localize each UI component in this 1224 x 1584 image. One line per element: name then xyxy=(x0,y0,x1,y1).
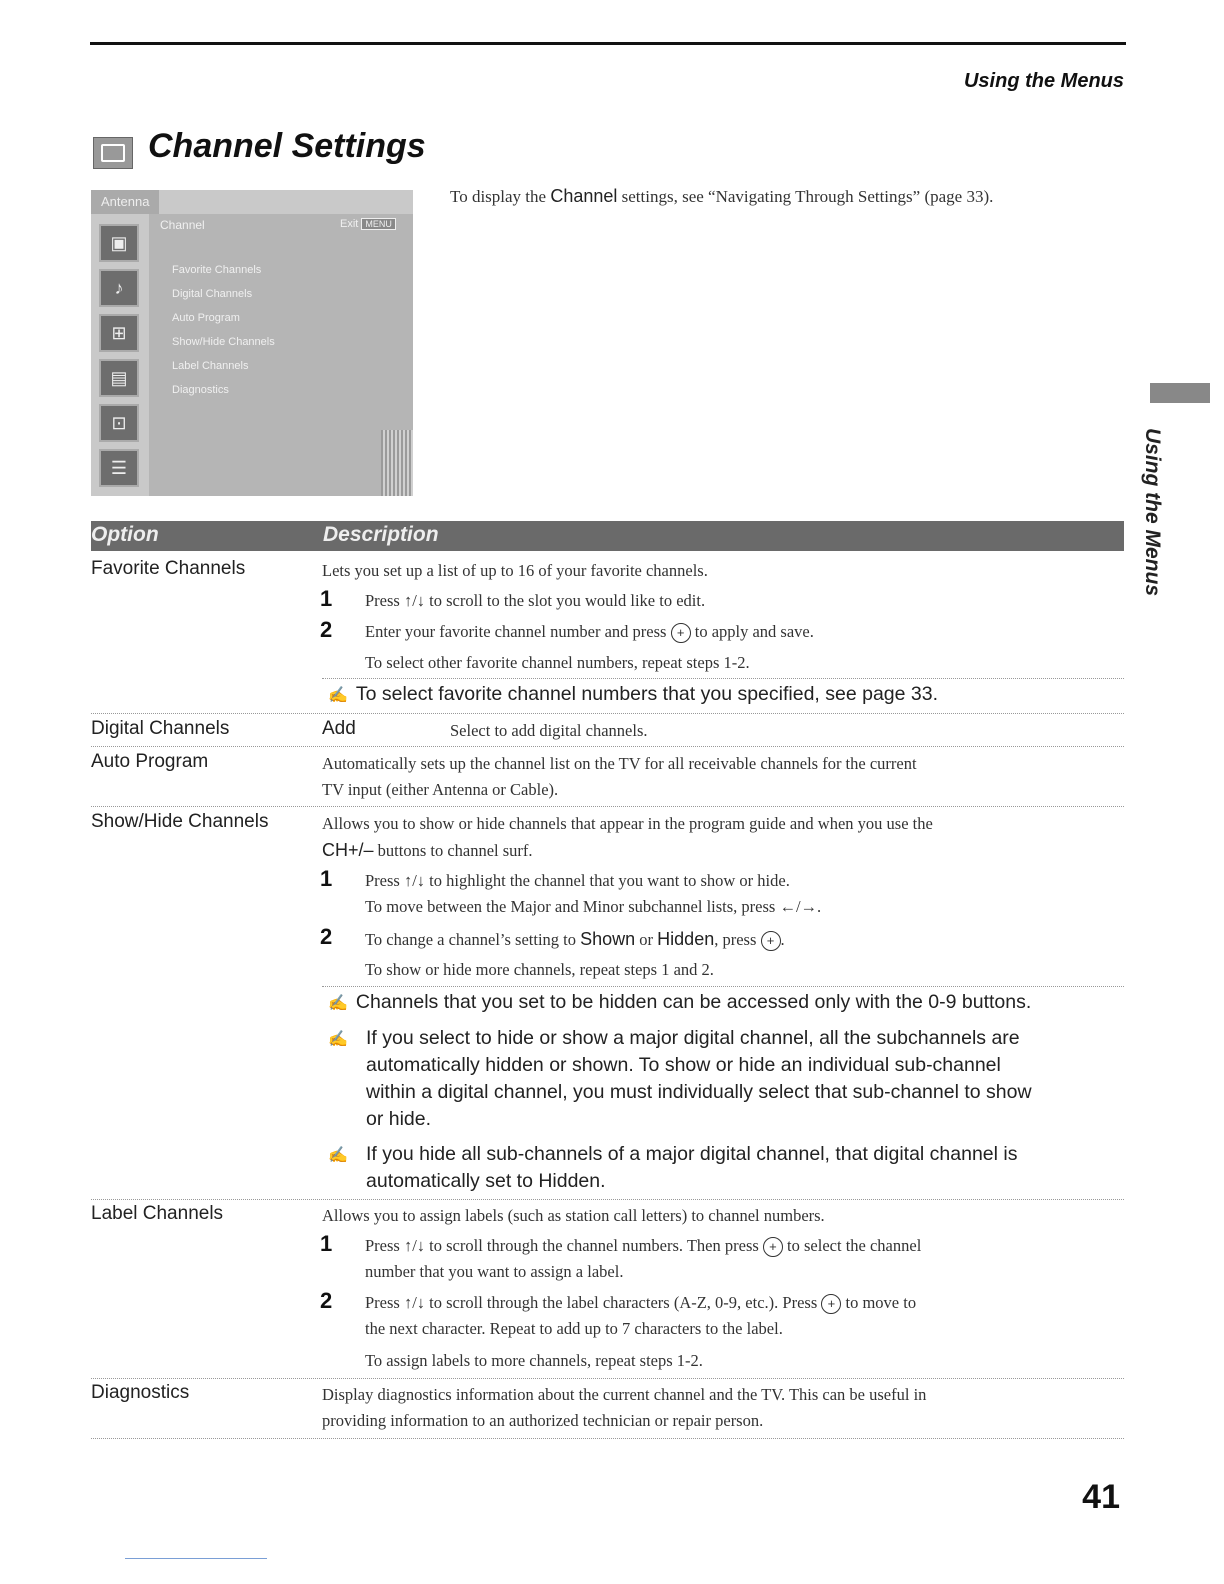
showhide-step1: Press ↑/↓ to highlight the channel that you want to show or hide. xyxy=(365,871,790,890)
showhide-step2: To change a channel’s setting to Shown or Hidden, press + . xyxy=(365,926,1125,953)
setup-icon: ☰ xyxy=(99,449,139,487)
favorite-step2-sub: To select other favorite channel numbers, repeat steps 1-2. xyxy=(365,653,750,672)
screen-icon: ⊞ xyxy=(99,314,139,352)
label-step1: Press ↑/↓ to scroll through the channel numbers. Then press + to select the channel number that you want to assign a label. xyxy=(365,1236,922,1281)
showhide-step2-sub: To show or hide more channels, repeat steps 1 and 2. xyxy=(365,960,714,979)
showhide-note1: ✍ Channels that you set to be hidden can be accessed only with the 0-9 buttons. xyxy=(328,991,1032,1013)
option-auto-program: Auto Program xyxy=(91,751,209,772)
separator xyxy=(91,806,1124,807)
option-diagnostics: Diagnostics xyxy=(91,1382,190,1403)
bottom-line xyxy=(125,1558,267,1559)
favorite-step1: Press ↑/↓ to scroll to the slot you would like to edit. xyxy=(365,591,706,610)
step-number: 1 xyxy=(320,1231,333,1256)
note-icon: ✍ xyxy=(328,1031,348,1048)
menu-item: Digital Channels xyxy=(172,288,253,300)
side-tab-label: Using the Menus xyxy=(1141,428,1164,597)
parental-lock-icon: ⊡ xyxy=(99,404,139,442)
step-number: 2 xyxy=(320,924,333,949)
separator xyxy=(322,678,1124,679)
separator xyxy=(91,713,1124,714)
showhide-note2-icon xyxy=(328,1025,356,1053)
enter-button-icon: + xyxy=(821,1294,841,1314)
digital-add: Add xyxy=(322,718,356,739)
label-step2: Press ↑/↓ to scroll through the label characters (A-Z, 0-9, etc.). Press + to move to the next character. Repeat to add up to 7 characters to the label. xyxy=(365,1293,917,1338)
showhide-note3: If you hide all sub-channels of a major digital channel, that digital channel is automatically set to Hidden. xyxy=(366,1143,1018,1192)
note-icon: ✍ xyxy=(328,1147,348,1164)
menu-tab: Antenna xyxy=(91,190,159,214)
showhide-desc-1: Allows you to show or hide channels that appear in the program guide and when you use the xyxy=(322,814,933,833)
separator xyxy=(91,746,1124,747)
step-number: 1 xyxy=(320,866,333,891)
note-icon: ✍ xyxy=(328,687,348,704)
separator xyxy=(91,1199,1124,1200)
favorite-note: ✍ To select favorite channel numbers that you specified, see page 33. xyxy=(328,683,939,705)
option-digital-channels: Digital Channels xyxy=(91,718,230,739)
section-title: Channel Settings xyxy=(148,127,426,165)
menu-item: Favorite Channels xyxy=(172,264,262,276)
label-desc: Allows you to assign labels (such as station call letters) to channel numbers. xyxy=(322,1206,825,1225)
diagnostics-desc-2: providing information to an authorized technician or repair person. xyxy=(322,1411,764,1430)
top-rule xyxy=(90,42,1126,45)
step-number: 1 xyxy=(320,586,333,611)
sound-icon: ♪ xyxy=(99,269,139,307)
note-icon: ✍ xyxy=(328,995,348,1012)
digital-desc: Select to add digital channels. xyxy=(450,721,648,740)
menu-stripes xyxy=(381,430,413,496)
option-show-hide-channels: Show/Hide Channels xyxy=(91,811,269,832)
favorite-desc: Lets you set up a list of up to 16 of your favorite channels. xyxy=(322,561,708,580)
channel-icon: ▤ xyxy=(99,359,139,397)
menu-list xyxy=(172,264,275,408)
picture-icon: ▣ xyxy=(99,224,139,262)
menu-item: Label Channels xyxy=(172,360,249,372)
step-number: 2 xyxy=(320,1288,333,1313)
step-number: 2 xyxy=(320,617,333,642)
showhide-note3-icon xyxy=(328,1141,356,1169)
header-option: Option xyxy=(91,523,159,546)
auto-desc-2: TV input (either Antenna or Cable). xyxy=(322,780,559,799)
intro-text: To display the Channel settings, see “Navigating Through Settings” (page 33). xyxy=(450,186,994,206)
menu-title: Channel xyxy=(160,218,205,232)
menu-item: Auto Program xyxy=(172,312,240,324)
menu-icon-column xyxy=(99,224,139,494)
showhide-step1-sub: To move between the Major and Minor subchannel lists, press ←/→. xyxy=(365,897,822,916)
table-header xyxy=(91,521,1124,551)
menu-item: Diagnostics xyxy=(172,384,229,396)
separator xyxy=(322,986,1124,987)
showhide-note2: If you select to hide or show a major digital channel, all the subchannels are automatically hidden or shown. To show or hide an individual sub-channel within a digital channel, you must individually select that sub-channel to show or hide. xyxy=(366,1027,1032,1130)
showhide-desc-2: CH+/– buttons to channel surf. xyxy=(322,840,533,860)
page-number: 41 xyxy=(1082,1478,1120,1516)
menu-item: Show/Hide Channels xyxy=(172,336,275,348)
enter-button-icon: + xyxy=(763,1237,783,1257)
side-tab-marker xyxy=(1150,383,1210,403)
enter-button-icon: + xyxy=(671,623,691,643)
option-favorite-channels: Favorite Channels xyxy=(91,558,246,579)
favorite-step2: Enter your favorite channel number and press + to apply and save. xyxy=(365,619,1125,645)
diagnostics-desc-1: Display diagnostics information about the current channel and the TV. This can be useful in xyxy=(322,1385,927,1404)
running-head: Using the Menus xyxy=(963,70,1124,92)
enter-button-icon: + xyxy=(761,931,781,951)
channel-settings-icon xyxy=(93,137,133,169)
option-label-channels: Label Channels xyxy=(91,1203,224,1224)
menu-exit: Exit MENU xyxy=(340,218,396,230)
label-step2-sub: To assign labels to more channels, repeat steps 1-2. xyxy=(365,1351,703,1370)
auto-desc-1: Automatically sets up the channel list on the TV for all receivable channels for the current xyxy=(322,754,917,773)
header-description: Description xyxy=(323,523,439,546)
separator xyxy=(91,1438,1124,1439)
separator xyxy=(91,1378,1124,1379)
